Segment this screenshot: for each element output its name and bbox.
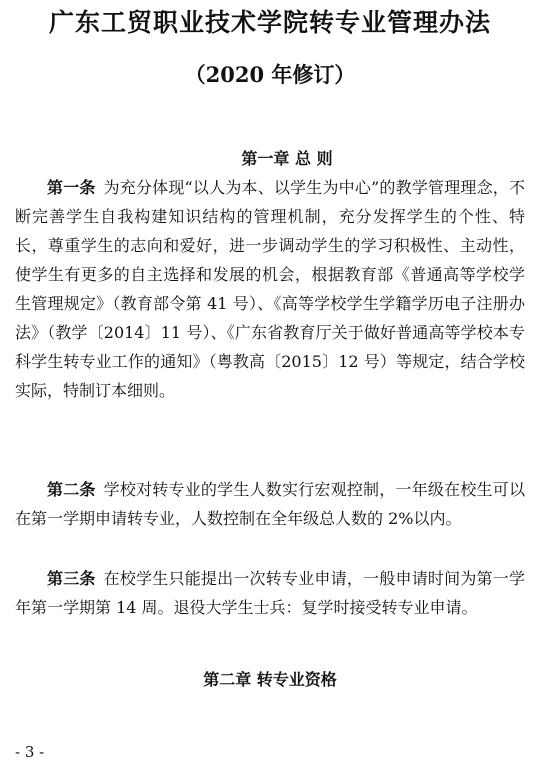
article-2 (15, 475, 525, 533)
article-1-text: 为充分体现“以人为本、以学生为中心”的教学管理理念，不断完善学生自我构建知识结构的管理机制，充分发挥学生的个性、特长，尊重学生的志向和爱好，进一步调动学生的学习积极性、主动性，使学生有更多的自主选择和发展的机会，根据教育部《普通高等学校学生管理规定》（教育部令第 41 号）、《高等学校学生学籍学历电子注册办法》（教学〔2014〕11 号）、《广东省教育厅关于做好普通高等学校本专科学生转专业工作的通知》（粤教高〔2015〕12 号）等规定，结合学校实际，特制订本细则。 (15, 178, 525, 400)
article-1 (15, 173, 525, 405)
article-3 (15, 564, 525, 622)
article-2-text: 学校对转专业的学生人数实行宏观控制，一年级在校生可以在第一学期申请转专业，人数控制在全年级总人数的 2%以内。 (15, 480, 525, 528)
chapter-heading-2: 第二章 转专业资格 (203, 670, 337, 689)
article-3-text: 在校学生只能提出一次转专业申请，一般申请时间为第一学年第一学期第 14 周。退役大学生士兵：复学时接受转专业申请。 (15, 569, 525, 617)
document-title: 广东工贸职业技术学院转专业管理办法 (48, 8, 491, 37)
article-3-head: 第三条 (47, 569, 96, 588)
article-1-head: 第一条 (47, 178, 96, 197)
chapter-heading-1: 第一章 总 则 (241, 149, 333, 168)
document-subtitle: （2020 年修订） (184, 62, 356, 87)
page-number: - 3 - (15, 743, 45, 761)
article-2-head: 第二条 (47, 480, 96, 499)
